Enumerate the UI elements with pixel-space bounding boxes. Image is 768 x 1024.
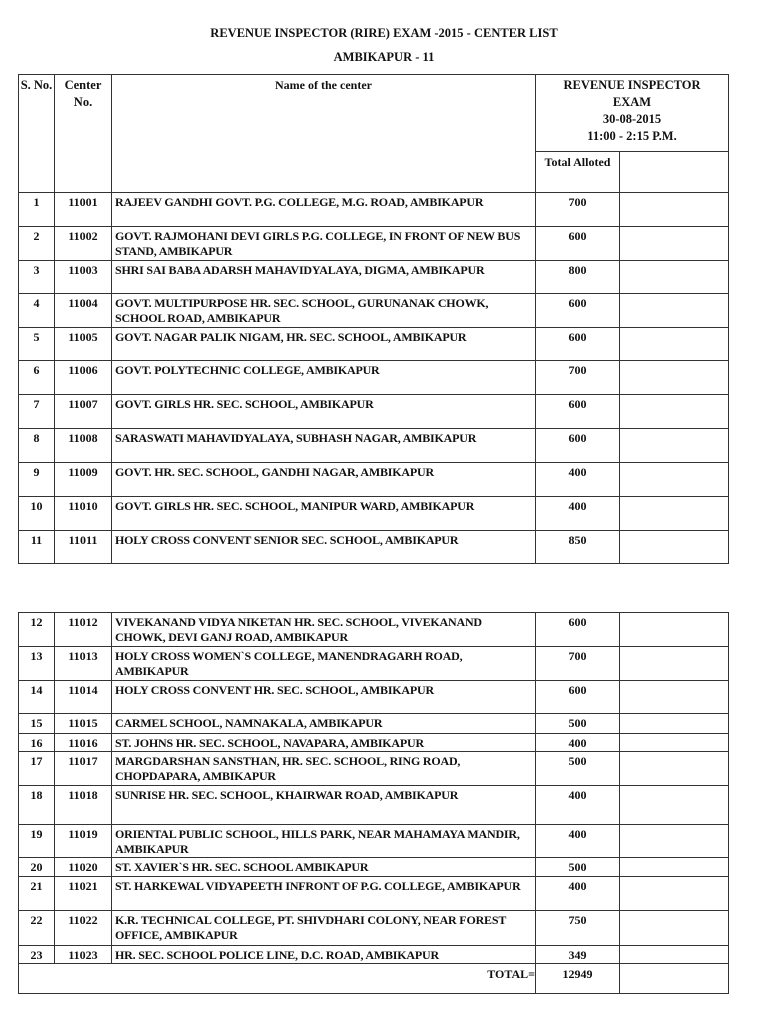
row-blank — [620, 429, 729, 463]
table-row — [19, 193, 729, 227]
row-center-name: HR. SEC. SCHOOL POLICE LINE, D.C. ROAD, AMBIKAPUR — [112, 946, 536, 964]
row-center-name: HOLY CROSS CONVENT SENIOR SEC. SCHOOL, AMBIKAPUR — [112, 531, 536, 564]
row-center-name: SUNRISE HR. SEC. SCHOOL, KHAIRWAR ROAD, AMBIKAPUR — [112, 786, 536, 825]
row-total-alloted: 600 — [536, 227, 620, 261]
center-list-table-continued — [18, 612, 729, 994]
row-total-alloted: 600 — [536, 294, 620, 328]
row-sno: 3 — [19, 261, 55, 294]
row-center-no: 11001 — [55, 193, 112, 227]
row-sno: 10 — [19, 497, 55, 531]
row-blank — [620, 877, 729, 911]
table-row — [19, 825, 729, 858]
row-sno: 22 — [19, 911, 55, 946]
row-sno: 11 — [19, 531, 55, 564]
row-center-no: 11023 — [55, 946, 112, 964]
table-row — [19, 946, 729, 964]
total-label: TOTAL= — [19, 964, 536, 994]
row-total-alloted: 600 — [536, 681, 620, 714]
row-center-no: 11016 — [55, 734, 112, 752]
row-center-name: SARASWATI MAHAVIDYALAYA, SUBHASH NAGAR, AMBIKAPUR — [112, 429, 536, 463]
row-center-no: 11009 — [55, 463, 112, 497]
row-blank — [620, 328, 729, 361]
row-blank — [620, 227, 729, 261]
row-blank — [620, 911, 729, 946]
table-row — [19, 858, 729, 877]
row-total-alloted: 500 — [536, 858, 620, 877]
row-sno: 21 — [19, 877, 55, 911]
row-center-name: GOVT. GIRLS HR. SEC. SCHOOL, AMBIKAPUR — [112, 395, 536, 429]
row-sno: 17 — [19, 752, 55, 786]
row-sno: 23 — [19, 946, 55, 964]
row-center-name: CARMEL SCHOOL, NAMNAKALA, AMBIKAPUR — [112, 714, 536, 734]
table-row — [19, 429, 729, 463]
row-center-name: GOVT. NAGAR PALIK NIGAM, HR. SEC. SCHOOL, AMBIKAPUR — [112, 328, 536, 361]
row-center-name: GOVT. RAJMOHANI DEVI GIRLS P.G. COLLEGE, IN FRONT OF NEW BUS STAND, AMBIKAPUR — [112, 227, 536, 261]
header-exam — [536, 75, 729, 152]
row-total-alloted: 400 — [536, 825, 620, 858]
row-sno: 1 — [19, 193, 55, 227]
row-sno: 20 — [19, 858, 55, 877]
row-sno: 18 — [19, 786, 55, 825]
row-center-no: 11003 — [55, 261, 112, 294]
header-exam-time: 11:00 - 2:15 P.M. — [587, 129, 677, 143]
row-blank — [620, 361, 729, 395]
header-center-no: Center No. — [55, 75, 112, 193]
row-center-name: VIVEKANAND VIDYA NIKETAN HR. SEC. SCHOOL, VIVEKANAND CHOWK, DEVI GANJ ROAD, AMBIKAPUR — [112, 613, 536, 647]
row-center-name: ORIENTAL PUBLIC SCHOOL, HILLS PARK, NEAR MAHAMAYA MANDIR, AMBIKAPUR — [112, 825, 536, 858]
row-blank — [620, 647, 729, 681]
table-row — [19, 227, 729, 261]
row-blank — [620, 752, 729, 786]
row-center-no: 11022 — [55, 911, 112, 946]
row-blank — [620, 714, 729, 734]
row-sno: 19 — [19, 825, 55, 858]
row-blank — [620, 463, 729, 497]
row-center-name: GOVT. MULTIPURPOSE HR. SEC. SCHOOL, GURUNANAK CHOWK, SCHOOL ROAD, AMBIKAPUR — [112, 294, 536, 328]
total-blank — [620, 964, 729, 994]
row-blank — [620, 531, 729, 564]
row-center-name: GOVT. GIRLS HR. SEC. SCHOOL, MANIPUR WARD, AMBIKAPUR — [112, 497, 536, 531]
row-center-no: 11021 — [55, 877, 112, 911]
table-row — [19, 681, 729, 714]
center-list-table — [18, 74, 729, 564]
total-value: 12949 — [536, 964, 620, 994]
header-total-alloted: Total Alloted — [536, 152, 620, 193]
row-sno: 6 — [19, 361, 55, 395]
row-blank — [620, 734, 729, 752]
row-total-alloted: 400 — [536, 497, 620, 531]
row-blank — [620, 395, 729, 429]
row-center-name: HOLY CROSS CONVENT HR. SEC. SCHOOL, AMBIKAPUR — [112, 681, 536, 714]
table-row — [19, 752, 729, 786]
row-total-alloted: 850 — [536, 531, 620, 564]
row-sno: 9 — [19, 463, 55, 497]
row-total-alloted: 800 — [536, 261, 620, 294]
row-total-alloted: 400 — [536, 877, 620, 911]
header-exam-date: 30-08-2015 — [602, 112, 662, 126]
row-center-name: SHRI SAI BABA ADARSH MAHAVIDYALAYA, DIGMA, AMBIKAPUR — [112, 261, 536, 294]
table-row — [19, 328, 729, 361]
row-sno: 7 — [19, 395, 55, 429]
row-total-alloted: 400 — [536, 734, 620, 752]
row-total-alloted: 600 — [536, 395, 620, 429]
row-center-no: 11010 — [55, 497, 112, 531]
row-blank — [620, 681, 729, 714]
row-total-alloted: 600 — [536, 328, 620, 361]
header-exam-line2: EXAM — [612, 95, 652, 109]
document-subtitle: AMBIKAPUR - 11 — [333, 50, 435, 64]
row-center-no: 11012 — [55, 613, 112, 647]
row-center-name: HOLY CROSS WOMEN`S COLLEGE, MANENDRAGARH ROAD, AMBIKAPUR — [112, 647, 536, 681]
table-row — [19, 395, 729, 429]
table-row — [19, 911, 729, 946]
row-sno: 8 — [19, 429, 55, 463]
table-row — [19, 714, 729, 734]
row-sno: 4 — [19, 294, 55, 328]
table-row — [19, 734, 729, 752]
row-center-no: 11017 — [55, 752, 112, 786]
row-center-no: 11015 — [55, 714, 112, 734]
row-blank — [620, 193, 729, 227]
row-sno: 14 — [19, 681, 55, 714]
row-blank — [620, 825, 729, 858]
table-row — [19, 613, 729, 647]
row-center-no: 11007 — [55, 395, 112, 429]
table-row — [19, 877, 729, 911]
row-blank — [620, 294, 729, 328]
row-center-no: 11018 — [55, 786, 112, 825]
row-total-alloted: 700 — [536, 647, 620, 681]
row-center-name: RAJEEV GANDHI GOVT. P.G. COLLEGE, M.G. ROAD, AMBIKAPUR — [112, 193, 536, 227]
row-total-alloted: 700 — [536, 361, 620, 395]
row-blank — [620, 261, 729, 294]
header-name: Name of the center — [112, 75, 536, 193]
row-blank — [620, 613, 729, 647]
row-sno: 16 — [19, 734, 55, 752]
row-total-alloted: 600 — [536, 429, 620, 463]
row-blank — [620, 858, 729, 877]
table-row — [19, 497, 729, 531]
row-center-no: 11020 — [55, 858, 112, 877]
row-center-name: K.R. TECHNICAL COLLEGE, PT. SHIVDHARI COLONY, NEAR FOREST OFFICE, AMBIKAPUR — [112, 911, 536, 946]
table-row — [19, 361, 729, 395]
total-row — [19, 964, 729, 994]
row-center-no: 11008 — [55, 429, 112, 463]
table-row — [19, 786, 729, 825]
row-center-name: ST. JOHNS HR. SEC. SCHOOL, NAVAPARA, AMBIKAPUR — [112, 734, 536, 752]
table-row — [19, 647, 729, 681]
row-total-alloted: 400 — [536, 463, 620, 497]
row-sno: 13 — [19, 647, 55, 681]
row-center-no: 11011 — [55, 531, 112, 564]
table-row — [19, 531, 729, 564]
row-total-alloted: 400 — [536, 786, 620, 825]
row-total-alloted: 600 — [536, 613, 620, 647]
row-blank — [620, 946, 729, 964]
row-center-name: GOVT. POLYTECHNIC COLLEGE, AMBIKAPUR — [112, 361, 536, 395]
row-center-no: 11006 — [55, 361, 112, 395]
table-row — [19, 294, 729, 328]
row-sno: 12 — [19, 613, 55, 647]
row-center-no: 11002 — [55, 227, 112, 261]
table-row — [19, 261, 729, 294]
table-row — [19, 463, 729, 497]
row-total-alloted: 500 — [536, 752, 620, 786]
row-sno: 5 — [19, 328, 55, 361]
row-center-no: 11019 — [55, 825, 112, 858]
row-center-name: ST. XAVIER`S HR. SEC. SCHOOL AMBIKAPUR — [112, 858, 536, 877]
header-sno: S. No. — [19, 75, 55, 193]
row-total-alloted: 750 — [536, 911, 620, 946]
row-center-no: 11014 — [55, 681, 112, 714]
row-total-alloted: 700 — [536, 193, 620, 227]
row-total-alloted: 500 — [536, 714, 620, 734]
row-blank — [620, 497, 729, 531]
row-center-name: ST. HARKEWAL VIDYAPEETH INFRONT OF P.G. COLLEGE, AMBIKAPUR — [112, 877, 536, 911]
row-sno: 15 — [19, 714, 55, 734]
row-center-name: MARGDARSHAN SANSTHAN, HR. SEC. SCHOOL, RING ROAD, CHOPDAPARA, AMBIKAPUR — [112, 752, 536, 786]
row-center-name: GOVT. HR. SEC. SCHOOL, GANDHI NAGAR, AMBIKAPUR — [112, 463, 536, 497]
header-blank — [620, 152, 729, 193]
row-blank — [620, 786, 729, 825]
row-center-no: 11005 — [55, 328, 112, 361]
row-sno: 2 — [19, 227, 55, 261]
row-center-no: 11013 — [55, 647, 112, 681]
header-exam-line1: REVENUE INSPECTOR — [563, 78, 701, 92]
row-total-alloted: 349 — [536, 946, 620, 964]
document-title: REVENUE INSPECTOR (RIRE) EXAM -2015 - CENTER LIST — [210, 26, 558, 40]
row-center-no: 11004 — [55, 294, 112, 328]
